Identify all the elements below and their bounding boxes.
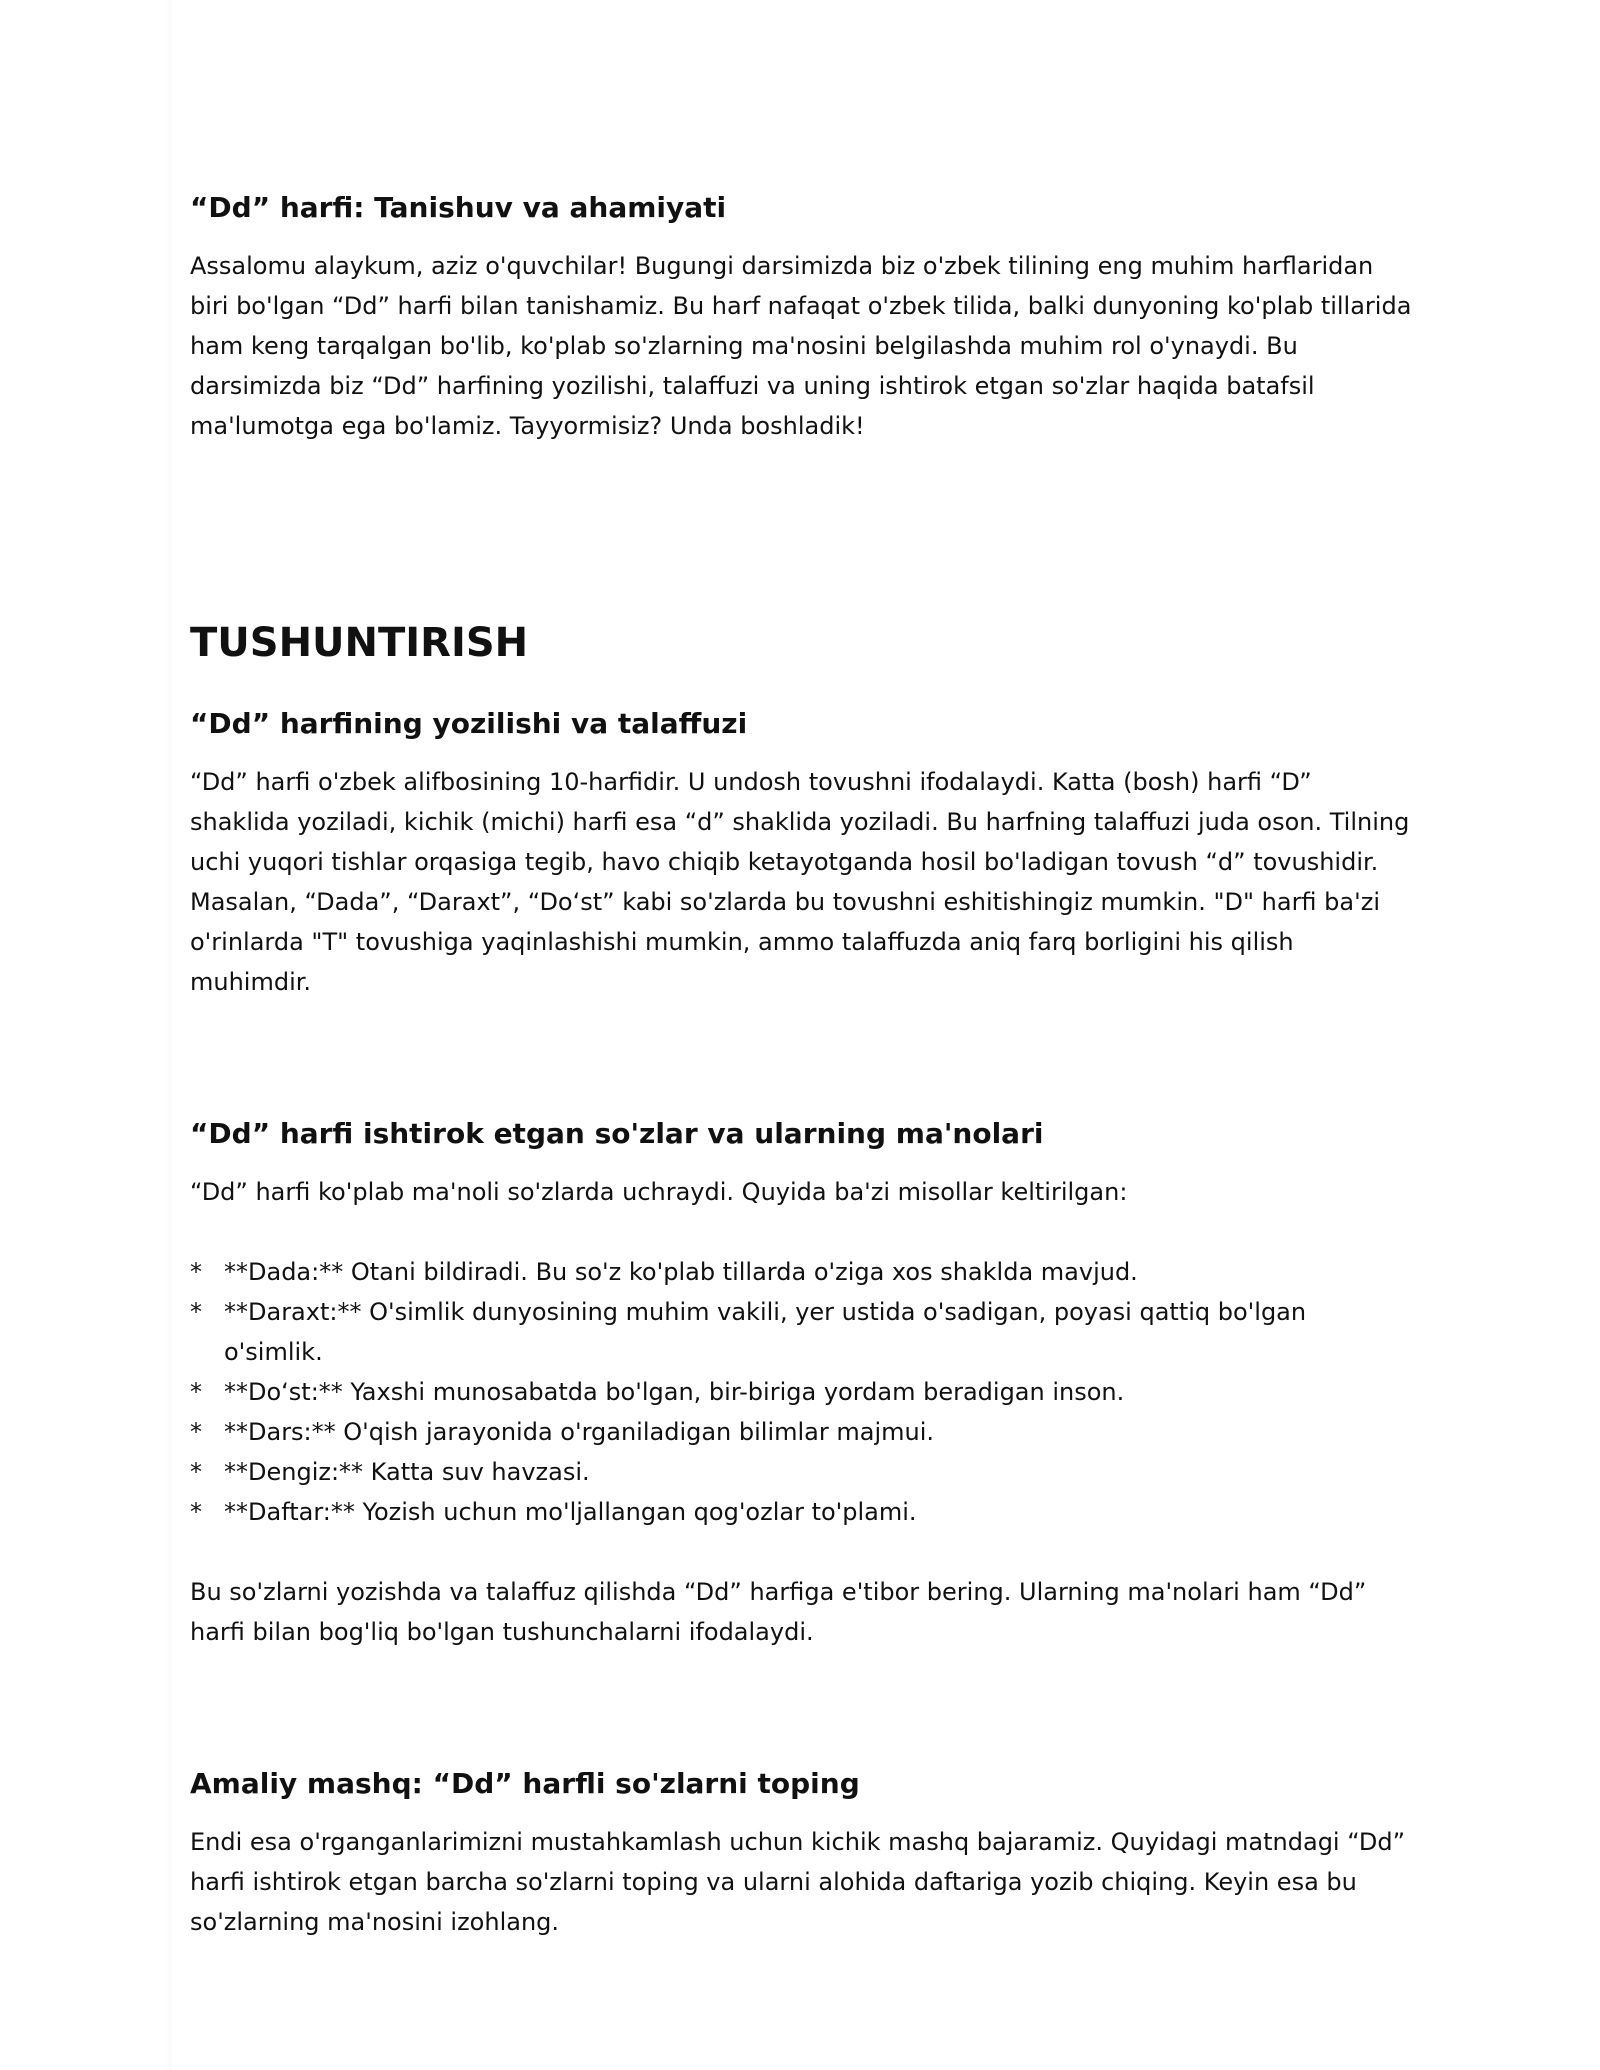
spelling-heading: “Dd” harfining yozilishi va talaffuzi <box>190 707 748 740</box>
list-item <box>190 1412 1412 1452</box>
words-heading: “Dd” harfi ishtirok etgan so'zlar va ularning ma'nolari <box>190 1117 1044 1150</box>
list-item <box>190 1372 1412 1412</box>
exercise-paragraph: Endi esa o'rganganlarimizni mustahkamlash uchun kichik mashq bajaramiz. Quyidagi matndagi “Dd” harfi ishtirok etgan barcha so'zlarni toping va ularni alohida daftariga yozib chiqing. Keyin esa bu so'zlarning ma'nosini izohlang. <box>190 1828 1406 1936</box>
list-item-text: **Daraxt:** O'simlik dunyosining muhim vakili, yer ustida o'sadigan, poyasi qattiq bo'lgan o'simlik. <box>224 1298 1307 1366</box>
bullet-marker: * <box>190 1418 202 1446</box>
list-item-text: **Daftar:** Yozish uchun mo'ljallangan qog'ozlar to'plami. <box>224 1498 917 1526</box>
intro-heading: “Dd” harfi: Tanishuv va ahamiyati <box>190 191 727 224</box>
list-item-text: **Dengiz:** Katta suv havzasi. <box>224 1458 590 1486</box>
bullet-marker: * <box>190 1458 202 1486</box>
words-intro: “Dd” harfi ko'plab ma'noli so'zlarda uchraydi. Quyida ba'zi misollar keltirilgan: <box>190 1178 1128 1206</box>
exercise-heading: Amaliy mashq: “Dd” harfli so'zlarni toping <box>190 1767 860 1800</box>
bullet-marker: * <box>190 1498 202 1526</box>
bullet-marker: * <box>190 1258 202 1286</box>
document-content <box>190 188 1412 1942</box>
list-item <box>190 1492 1412 1532</box>
list-item <box>190 1292 1412 1372</box>
list-item-text: **Do‘st:** Yaxshi munosabatda bo'lgan, bir-biriga yordam beradigan inson. <box>224 1378 1125 1406</box>
spelling-paragraph: “Dd” harfi o'zbek alifbosining 10-harfidir. U undosh tovushni ifodalaydi. Katta (bosh) harfi “D” shaklida yoziladi, kichik (michi) harfi esa “d” shaklida yoziladi. Bu harfning talaffuzi juda oson. Tilning uchi yuqori tishlar orqasiga tegib, havo chiqib ketayotganda hosil bo'ladigan tovush “d” tovushidir. Masalan, “Dada”, “Daraxt”, “Do‘st” kabi so'zlarda bu tovushni eshitishingiz mumkin. "D" harfi ba'zi o'rinlarda "T" tovushiga yaqinlashishi mumkin, ammo talaffuzda aniq farq borligini his qilish muhimdir. <box>190 768 1410 996</box>
bullet-marker: * <box>190 1298 202 1326</box>
list-item-text: **Dars:** O'qish jarayonida o'rganiladigan bilimlar majmui. <box>224 1418 935 1446</box>
intro-paragraph: Assalomu alaykum, aziz o'quvchilar! Bugungi darsimizda biz o'zbek tilining eng muhim harflaridan biri bo'lgan “Dd” harfi bilan tanishamiz. Bu harf nafaqat o'zbek tilida, balki dunyoning ko'plab tillarida ham keng tarqalgan bo'lib, ko'plab so'zlarning ma'nosini belgilashda muhim rol o'ynaydi. Bu darsimizda biz “Dd” harfining yozilishi, talaffuzi va uning ishtirok etgan so'zlar haqida batafsil ma'lumotga ega bo'lamiz. Tayyormisiz? Unda boshladik! <box>190 252 1412 440</box>
bullet-marker: * <box>190 1378 202 1406</box>
list-item-text: **Dada:** Otani bildiradi. Bu so'z ko'plab tillarda o'ziga xos shakldа mavjud. <box>224 1258 1138 1286</box>
list-item <box>190 1452 1412 1492</box>
list-item <box>190 1252 1412 1292</box>
words-closing: Bu so'zlarni yozishda va talaffuz qilishda “Dd” harfiga e'tibor bering. Ularning ma'nolari ham “Dd” harfi bilan bog'liq bo'lgan tushunchalarni ifodalaydi. <box>190 1578 1367 1646</box>
words-list <box>190 1252 1412 1532</box>
section-title: TUSHUNTIRISH <box>190 620 529 666</box>
